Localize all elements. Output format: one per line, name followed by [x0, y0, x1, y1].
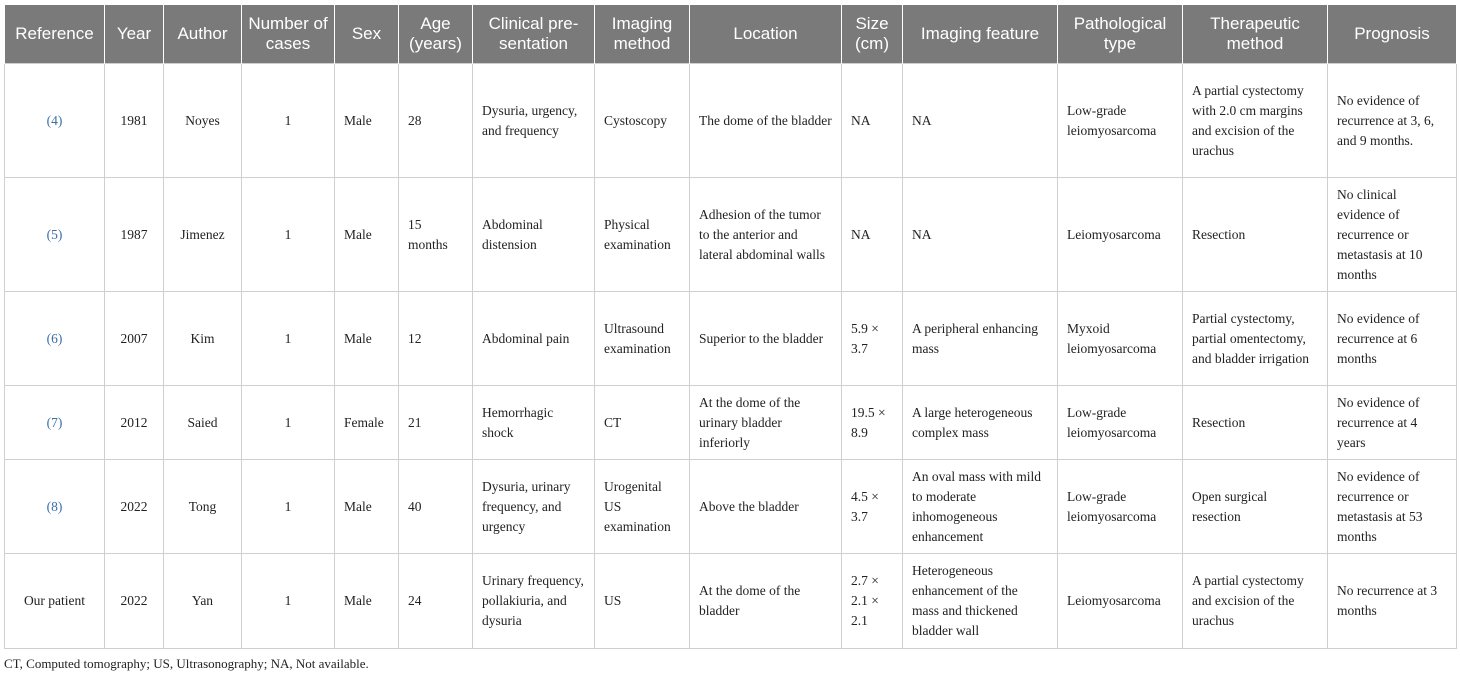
cell-author: Noyes [164, 64, 242, 178]
table-row [5, 178, 1457, 292]
header-row [5, 5, 1457, 64]
cell-presentation: Dysuria, urgency, and frequency [473, 64, 595, 178]
case-comparison-table [4, 5, 1457, 649]
cell-imaging-feature: A large heterogeneous complex mass [903, 386, 1058, 460]
cell-author: Yan [164, 554, 242, 649]
table-container [4, 5, 1456, 672]
cell-location: At the dome of the bladder [690, 554, 842, 649]
cell-presentation: Abdominal distension [473, 178, 595, 292]
cell-location: Superior to the bladder [690, 292, 842, 386]
cell-year: 2022 [105, 460, 164, 554]
cell-sex: Male [335, 292, 399, 386]
cell-age: 15 months [399, 178, 473, 292]
reference-link[interactable]: (6) [46, 330, 63, 346]
cell-cases: 1 [242, 292, 335, 386]
cell-reference[interactable] [5, 386, 105, 460]
header-number-of-cases: Number of cases [242, 5, 335, 64]
cell-imaging-feature: NA [903, 64, 1058, 178]
reference-link[interactable]: (4) [46, 112, 63, 128]
cell-sex: Male [335, 178, 399, 292]
cell-imaging-method: CT [595, 386, 690, 460]
cell-size: NA [842, 64, 903, 178]
cell-cases: 1 [242, 554, 335, 649]
cell-imaging-method: Cystoscopy [595, 64, 690, 178]
cell-imaging-method: Physical examination [595, 178, 690, 292]
cell-author: Tong [164, 460, 242, 554]
cell-reference[interactable] [5, 178, 105, 292]
table-row [5, 64, 1457, 178]
cell-location: Adhesion of the tumor to the anterior and lateral abdominal walls [690, 178, 842, 292]
table-row [5, 292, 1457, 386]
cell-prognosis: No evidence of recurrence at 3, 6, and 9 months. [1328, 64, 1457, 178]
header-therapeutic-method: Therapeutic method [1183, 5, 1328, 64]
cell-pathological-type: Myxoid leiomyosarcoma [1058, 292, 1183, 386]
cell-pathological-type: Leiomyosarcoma [1058, 554, 1183, 649]
cell-reference: Our patient [5, 554, 105, 649]
cell-year: 2012 [105, 386, 164, 460]
cell-sex: Female [335, 386, 399, 460]
cell-year: 2007 [105, 292, 164, 386]
cell-therapeutic-method: A partial cystectomy and excision of the urachus [1183, 554, 1328, 649]
cell-cases: 1 [242, 386, 335, 460]
header-author: Author [164, 5, 242, 64]
table-row [5, 386, 1457, 460]
cell-age: 21 [399, 386, 473, 460]
cell-pathological-type: Low-grade leiomyosarcoma [1058, 64, 1183, 178]
header-location: Location [690, 5, 842, 64]
cell-year: 1987 [105, 178, 164, 292]
cell-size: 19.5 × 8.9 [842, 386, 903, 460]
header-reference: Reference [5, 5, 105, 64]
cell-age: 40 [399, 460, 473, 554]
cell-imaging-feature: A peripheral enhancing mass [903, 292, 1058, 386]
cell-size: NA [842, 178, 903, 292]
cell-reference[interactable] [5, 460, 105, 554]
cell-presentation: Hemorrhagic shock [473, 386, 595, 460]
cell-author: Kim [164, 292, 242, 386]
table-row [5, 554, 1457, 649]
cell-size: 5.9 × 3.7 [842, 292, 903, 386]
header-year: Year [105, 5, 164, 64]
cell-cases: 1 [242, 178, 335, 292]
reference-link[interactable]: (8) [46, 498, 63, 514]
cell-location: Above the bladder [690, 460, 842, 554]
cell-cases: 1 [242, 460, 335, 554]
cell-pathological-type: Leiomyosarcoma [1058, 178, 1183, 292]
cell-therapeutic-method: Partial cystectomy, partial omentectomy, and bladder irrigation [1183, 292, 1328, 386]
cell-size: 4.5 × 3.7 [842, 460, 903, 554]
cell-imaging-feature: NA [903, 178, 1058, 292]
cell-cases: 1 [242, 64, 335, 178]
cell-sex: Male [335, 554, 399, 649]
cell-location: The dome of the bladder [690, 64, 842, 178]
cell-author: Saied [164, 386, 242, 460]
reference-link[interactable]: (7) [46, 414, 63, 430]
cell-imaging-method: Urogenital US examination [595, 460, 690, 554]
cell-reference[interactable] [5, 292, 105, 386]
header-clinical-presentation: Clinical pre-sentation [473, 5, 595, 64]
cell-size: 2.7 × 2.1 × 2.1 [842, 554, 903, 649]
cell-prognosis: No evidence of recurrence at 6 months [1328, 292, 1457, 386]
cell-presentation: Abdominal pain [473, 292, 595, 386]
header-size: Size (cm) [842, 5, 903, 64]
cell-pathological-type: Low-grade leiomyosarcoma [1058, 460, 1183, 554]
header-pathological-type: Pathological type [1058, 5, 1183, 64]
header-sex: Sex [335, 5, 399, 64]
cell-prognosis: No evidence of recurrence or metastasis at 53 months [1328, 460, 1457, 554]
cell-sex: Male [335, 460, 399, 554]
cell-imaging-feature: An oval mass with mild to moderate inhomogeneous enhancement [903, 460, 1058, 554]
table-footnote: CT, Computed tomography; US, Ultrasonography; NA, Not available. [4, 656, 369, 671]
cell-year: 1981 [105, 64, 164, 178]
cell-prognosis: No recurrence at 3 months [1328, 554, 1457, 649]
cell-prognosis: No clinical evidence of recurrence or metastasis at 10 months [1328, 178, 1457, 292]
cell-imaging-method: Ultrasound examination [595, 292, 690, 386]
cell-imaging-feature: Heterogeneous enhancement of the mass and thickened bladder wall [903, 554, 1058, 649]
cell-presentation: Dysuria, urinary frequency, and urgency [473, 460, 595, 554]
reference-link[interactable]: (5) [46, 226, 63, 242]
header-prognosis: Prognosis [1328, 5, 1457, 64]
cell-pathological-type: Low-grade leiomyosarcoma [1058, 386, 1183, 460]
cell-location: At the dome of the urinary bladder inferiorly [690, 386, 842, 460]
table-row [5, 460, 1457, 554]
cell-reference[interactable] [5, 64, 105, 178]
cell-therapeutic-method: Resection [1183, 178, 1328, 292]
cell-imaging-method: US [595, 554, 690, 649]
cell-age: 12 [399, 292, 473, 386]
cell-author: Jimenez [164, 178, 242, 292]
header-imaging-feature: Imaging feature [903, 5, 1058, 64]
header-age: Age (years) [399, 5, 473, 64]
cell-sex: Male [335, 64, 399, 178]
cell-presentation: Urinary frequency, pollakiuria, and dysuria [473, 554, 595, 649]
cell-prognosis: No evidence of recurrence at 4 years [1328, 386, 1457, 460]
header-imaging-method: Imaging method [595, 5, 690, 64]
cell-therapeutic-method: Resection [1183, 386, 1328, 460]
cell-age: 24 [399, 554, 473, 649]
cell-year: 2022 [105, 554, 164, 649]
cell-therapeutic-method: A partial cystectomy with 2.0 cm margins and excision of the urachus [1183, 64, 1328, 178]
cell-therapeutic-method: Open surgical resection [1183, 460, 1328, 554]
cell-age: 28 [399, 64, 473, 178]
